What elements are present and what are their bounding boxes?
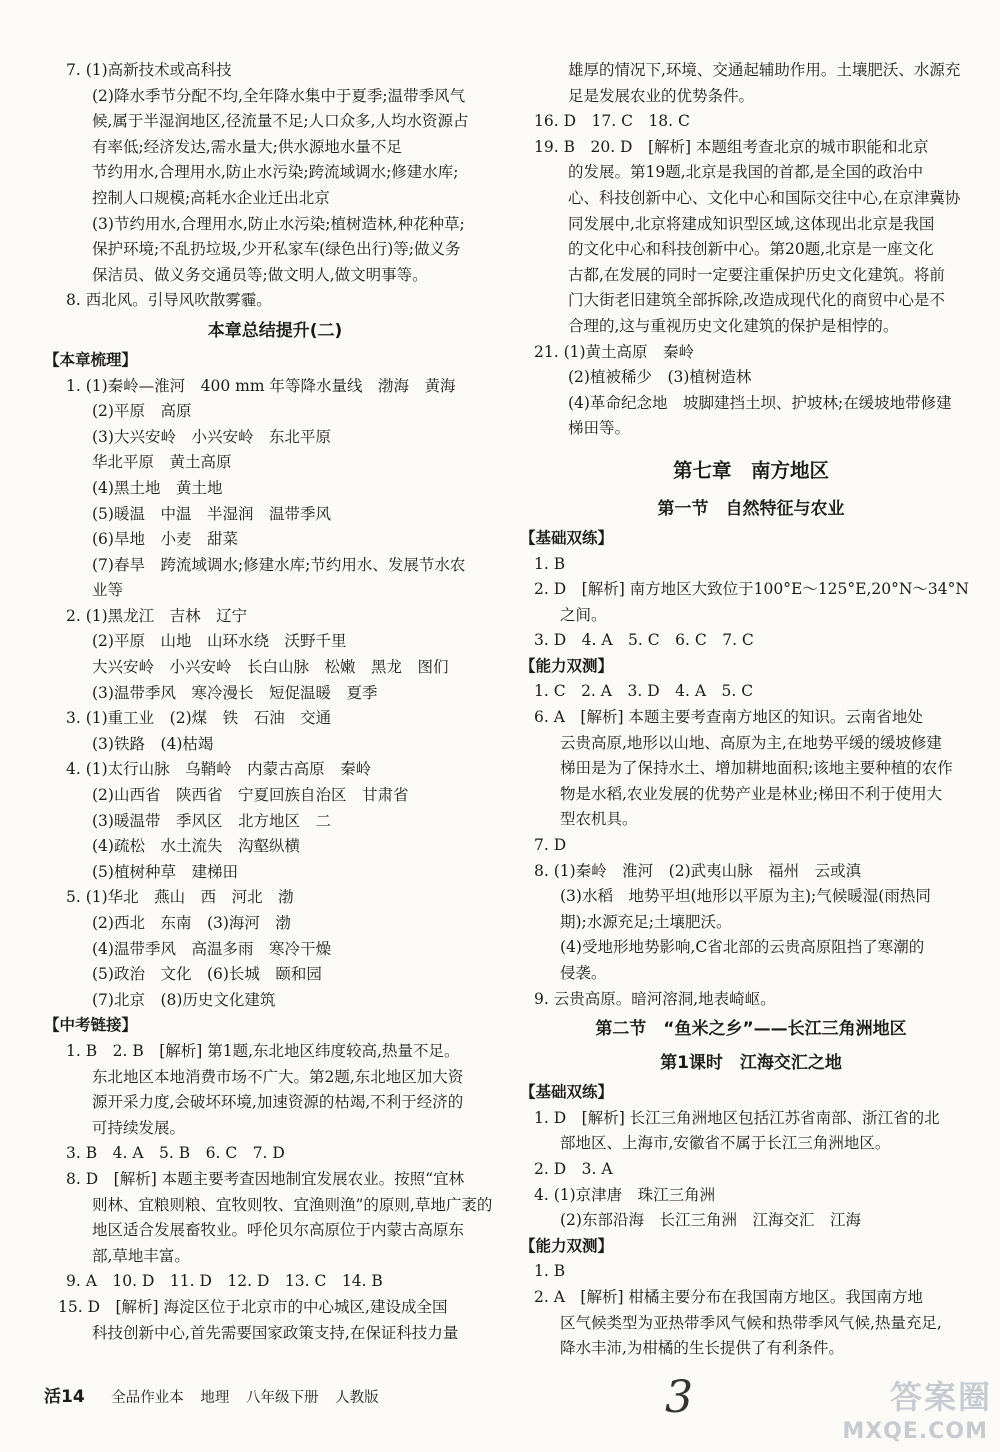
text-line: 9. A 10. D 11. D 12. D 13. C 14. B bbox=[66, 1272, 383, 1291]
text-line: 9. 云贵高原。暗河溶洞,地表崎岖。 bbox=[534, 989, 776, 1008]
text-line: 6. A [解析] 本题主要考查南方地区的知识。云南省地处 bbox=[534, 708, 923, 727]
text-line: (2)西北 东南 (3)海河 渤 bbox=[92, 914, 291, 932]
text-line: 节约用水,合理用水,防止水污染;跨流域调水;修建水库; bbox=[92, 163, 459, 182]
text-line: (3)铁路 (4)枯竭 bbox=[92, 734, 214, 753]
text-line: 2. A [解析] 柑橘主要分布在我国南方地区。我国南方地 bbox=[534, 1287, 923, 1306]
text-line: 区气候类型为亚热带季风气候和热带季风气候,热量充足, bbox=[560, 1313, 942, 1332]
text-line: (3)水稻 地势平坦(地形以平原为主);气候暖湿(雨热同 bbox=[560, 887, 931, 906]
text-line: (3)暖温带 季风区 北方地区 二 bbox=[92, 811, 331, 830]
text-line: 1. D [解析] 长江三角洲地区包括江苏省南部、浙江省的北 bbox=[534, 1108, 940, 1127]
text-line: 16. D 17. C 18. C bbox=[534, 112, 690, 131]
text-line: 1. C 2. A 3. D 4. A 5. C bbox=[534, 682, 754, 701]
heading-line: 第一节 自然特征与农业 bbox=[657, 498, 845, 519]
text-line: 2. (1)黑龙江 吉林 辽宁 bbox=[66, 606, 248, 625]
text-line: 2. D 3. A bbox=[534, 1159, 613, 1178]
grade-name: 八年级下册 bbox=[246, 1390, 319, 1406]
text-line: 东北地区本地消费市场不广大。第2题,东北地区加大资 bbox=[92, 1067, 464, 1086]
text-line: 7. (1)高新技术或高科技 bbox=[66, 61, 232, 79]
section-line: 【能力双测】 bbox=[520, 656, 614, 675]
watermark-logo bbox=[842, 1372, 992, 1444]
watermark-top: 答案圈 bbox=[889, 1378, 992, 1416]
section-line: 【能力双测】 bbox=[520, 1236, 614, 1255]
page-number: 活14 bbox=[44, 1387, 85, 1407]
text-line: 1. B bbox=[534, 554, 566, 573]
handwritten-mark: 3 bbox=[665, 1372, 693, 1423]
heading-line: 第二节 “鱼米之乡”——长江三角洲地区 bbox=[595, 1019, 907, 1040]
text-line: 7. D bbox=[534, 836, 567, 855]
text-line: 8. (1)秦岭 淮河 (2)武夷山脉 福州 云或滇 bbox=[534, 861, 862, 880]
text-line: 同发展中,北京将建成知识型区域,这体现出北京是我国 bbox=[568, 214, 935, 233]
text-line: (6)旱地 小麦 甜菜 bbox=[92, 530, 238, 549]
text-line: (4)温带季风 高温多雨 寒冷干燥 bbox=[92, 939, 331, 958]
text-line: 之间。 bbox=[560, 605, 607, 624]
text-line: 型农机具。 bbox=[560, 810, 638, 829]
text-line: 5. (1)华北 燕山 西 河北 渤 bbox=[66, 888, 294, 907]
text-line: 1. (1)秦岭—淮河 400 mm 年等降水量线 渤海 黄海 bbox=[66, 376, 456, 395]
text-line: 保洁员、做义务交通员等;做文明人,做文明事等。 bbox=[92, 265, 428, 284]
text-line: 1. B 2. B [解析] 第1题,东北地区纬度较高,热量不足。 bbox=[66, 1041, 460, 1060]
text-line: (3)大兴安岭 小兴安岭 东北平原 bbox=[92, 427, 331, 446]
text-line: 雄厚的情况下,环境、交通起辅助作用。土壤肥沃、水源充 bbox=[568, 61, 961, 79]
section-line: 【中考链接】 bbox=[44, 1016, 138, 1035]
text-line: (7)北京 (8)历史文化建筑 bbox=[92, 990, 276, 1009]
text-line: 合理的,这与重视历史文化建筑的保护是相悖的。 bbox=[568, 316, 899, 335]
text-line: (5)暖温 中温 半湿润 温带季风 bbox=[92, 504, 331, 523]
text-line: 侵袭。 bbox=[560, 964, 607, 982]
text-line: 华北平原 黄土高原 bbox=[92, 453, 232, 472]
book-name: 全品作业本 bbox=[111, 1390, 184, 1406]
text-line: (2)山西省 陕西省 宁夏回族自治区 甘肃省 bbox=[92, 786, 409, 805]
text-line: (3)节约用水,合理用水,防止水污染;植树造林,种花种草; bbox=[92, 214, 465, 233]
section-line: 【本章梳理】 bbox=[44, 350, 138, 369]
text-line: 门大街老旧建筑全部拆除,改造成现代化的商贸中心是不 bbox=[568, 291, 945, 310]
text-line: 的发展。第19题,北京是我国的首都,是全国的政治中 bbox=[568, 163, 924, 182]
text-line: 地区适合发展畜牧业。呼伦贝尔高原位于内蒙古高原东 bbox=[92, 1221, 465, 1240]
left-column bbox=[44, 58, 506, 1346]
text-line: 大兴安岭 小兴安岭 长白山脉 松嫩 黑龙 图们 bbox=[92, 658, 449, 677]
section-line: 【基础双练】 bbox=[520, 1083, 614, 1102]
text-line: 部,草地丰富。 bbox=[92, 1246, 190, 1265]
right-column bbox=[520, 58, 982, 1362]
text-line: (2)降水季节分配不均,全年降水集中于夏季;温带季风气 bbox=[92, 86, 466, 105]
text-line: 8. 西北风。引导风吹散雾霾。 bbox=[66, 291, 272, 310]
section-line: 【基础双练】 bbox=[520, 528, 614, 547]
text-line: 的文化中心和科技创新中心。第20题,北京是一座文化 bbox=[568, 240, 934, 259]
text-line: (4)疏松 水土流失 沟壑纵横 bbox=[92, 837, 300, 856]
page-footer bbox=[44, 1382, 391, 1407]
text-line: 3. (1)重工业 (2)煤 铁 石油 交通 bbox=[66, 709, 332, 728]
text-line: 2. D [解析] 南方地区大致位于100°E～125°E,20°N～34°N bbox=[534, 580, 969, 599]
text-line: 控制人口规模;高耗水企业迁出北京 bbox=[92, 188, 330, 207]
text-line: 梯田是为了保持水土、增加耕地面积;该地主要种植的农作 bbox=[560, 759, 953, 778]
text-line: 源开采力度,会破坏环境,加速资源的枯竭,不利于经济的 bbox=[92, 1093, 464, 1112]
text-line: 则林、宜粮则粮、宜牧则牧、宜渔则渔”的原则,草地广袤的 bbox=[92, 1195, 493, 1214]
text-line: 可持续发展。 bbox=[92, 1118, 186, 1137]
heading-line: 本章总结提升(二) bbox=[207, 320, 343, 341]
text-line: 候,属于半湿润地区,径流量不足;人口众多,人均水资源占 bbox=[92, 112, 469, 131]
text-line: 期);水源充足;土壤肥沃。 bbox=[560, 912, 732, 931]
text-line: 15. D [解析] 海淀区位于北京市的中心城区,建设成全国 bbox=[58, 1297, 448, 1316]
text-line: 云贵高原,地形以山地、高原为主,在地势平缓的缓坡修建 bbox=[560, 733, 942, 752]
text-line: 1. B bbox=[534, 1262, 566, 1281]
text-line: 19. B 20. D [解析] 本题组考查北京的城市职能和北京 bbox=[534, 137, 929, 156]
text-line: 8. D [解析] 本题主要考查因地制宜发展农业。按照“宜林 bbox=[66, 1169, 465, 1188]
edition-name: 人教版 bbox=[335, 1390, 379, 1406]
text-line: 科技创新中心,首先需要国家政策支持,在保证科技力量 bbox=[92, 1323, 459, 1342]
text-line: 3. B 4. A 5. B 6. C 7. D bbox=[66, 1144, 285, 1163]
watermark-bottom: MXQE.COM bbox=[842, 1419, 988, 1444]
text-line: (4)黑土地 黄土地 bbox=[92, 478, 223, 497]
text-line: 21. (1)黄土高原 秦岭 bbox=[534, 342, 695, 361]
text-line: (2)植被稀少 (3)植树造林 bbox=[568, 368, 752, 387]
text-line: (4)受地形地势影响,C省北部的云贵高原阻挡了寒潮的 bbox=[560, 938, 925, 957]
text-line: 4. (1)京津唐 珠江三角洲 bbox=[534, 1185, 716, 1204]
text-line: (2)东部沿海 长江三角洲 江海交汇 江海 bbox=[560, 1211, 861, 1230]
text-line: 部地区、上海市,安徽省不属于长江三角洲地区。 bbox=[560, 1134, 891, 1153]
text-line: (5)政治 文化 (6)长城 颐和园 bbox=[92, 965, 322, 984]
text-line: 降水丰沛,为柑橘的生长提供了有利条件。 bbox=[560, 1339, 844, 1358]
text-line: 足是发展农业的优势条件。 bbox=[568, 86, 755, 105]
text-line: 保护环境;不乱扔垃圾,少开私家车(绿色出行)等;做义务 bbox=[92, 240, 461, 259]
text-line: 梯田等。 bbox=[568, 419, 631, 438]
text-line: (3)温带季风 寒冷漫长 短促温暖 夏季 bbox=[92, 683, 378, 702]
text-line: 3. D 4. A 5. C 6. C 7. C bbox=[534, 631, 754, 650]
text-line: 古都,在发展的同时一定要注重保护历史文化建筑。将前 bbox=[568, 265, 945, 284]
text-line: 业等 bbox=[92, 581, 124, 600]
heading-line: 第1课时 江海交汇之地 bbox=[660, 1053, 842, 1074]
text-line: (7)春旱 跨流域调水;修建水库;节约用水、发展节水农 bbox=[92, 555, 466, 574]
text-line: (4)革命纪念地 坡脚建挡土坝、护坡林;在缓坡地带修建 bbox=[568, 393, 952, 412]
text-line: (5)植树种草 建梯田 bbox=[92, 862, 238, 881]
text-line: (2)平原 山地 山环水绕 沃野千里 bbox=[92, 632, 347, 651]
chapter-line: 第七章 南方地区 bbox=[672, 458, 829, 482]
text-line: (2)平原 高原 bbox=[92, 402, 192, 421]
text-line: 物是水稻,农业发展的优势产业是林业;梯田不利于使用大 bbox=[560, 784, 943, 803]
text-line: 心、科技创新中心、文化中心和国际交往中心,在京津冀协 bbox=[568, 188, 961, 207]
subject-name: 地理 bbox=[200, 1390, 230, 1406]
text-line: 有率低;经济发达,需水量大;供水源地水量不足 bbox=[92, 137, 402, 156]
text-line: 4. (1)太行山脉 乌鞘岭 内蒙古高原 秦岭 bbox=[66, 760, 372, 779]
